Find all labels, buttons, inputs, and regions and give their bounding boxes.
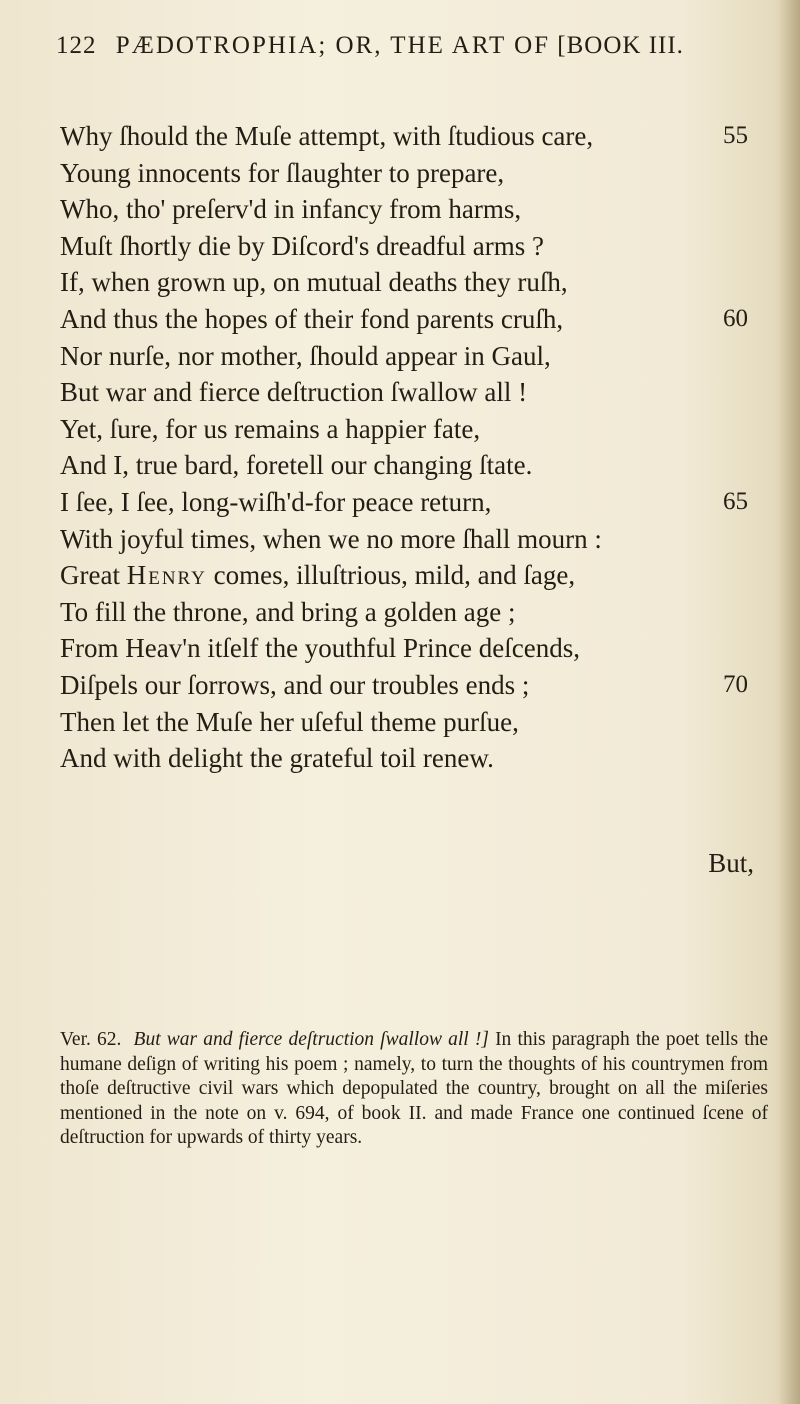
running-title: PÆDOTROPHIA; OR, THE ART OF <box>115 32 551 59</box>
verse-line: Diſpels our ſorrows, and our troubles ends ; 70 <box>60 667 760 704</box>
verse-line: Muſt ſhortly die by Diſcord's dreadful arms ? <box>60 230 545 261</box>
name-henry: Henry <box>126 560 207 591</box>
line-number: 60 <box>723 304 748 332</box>
verse-line: I ſee, I ſee, long-wiſh'd-for peace return, 65 <box>60 484 760 521</box>
catchword: But, <box>708 848 754 878</box>
verse-line: Nor nurſe, nor mother, ſhould appear in Gaul, <box>60 340 551 371</box>
line-number: 65 <box>723 487 748 515</box>
footnote <box>60 1028 768 1151</box>
page-edge-shadow <box>778 0 800 1404</box>
book-reference: [BOOK III. <box>557 32 684 59</box>
verse-line: Yet, ſure, for us remains a happier fate, <box>60 413 481 444</box>
verse-line: From Heav'n itſelf the youthful Prince deſcends, <box>60 633 580 664</box>
verse-line: Then let the Muſe her uſeful theme purſue, <box>60 706 519 737</box>
running-head <box>56 32 756 60</box>
verse-line: Young innocents for ſlaughter to prepare, <box>60 157 505 188</box>
verse-line: And with delight the grateful toil renew. <box>60 743 494 774</box>
verse-block <box>60 118 760 777</box>
line-number: 70 <box>723 670 748 698</box>
verse-line: Why ſhould the Muſe attempt, with ſtudious care, 55 <box>60 118 760 155</box>
verse-line: If, when grown up, on mutual deaths they ruſh, <box>60 267 568 298</box>
line-number: 55 <box>723 122 748 149</box>
verse-line: To fill the throne, and bring a golden age ; <box>60 596 516 627</box>
verse-line: With joyful times, when we no more ſhall mourn : <box>60 523 602 554</box>
footnote-quote: But war and fierce deſtruction ſwallow all !] <box>133 1029 489 1050</box>
verse-line: And I, true bard, foretell our changing ſtate. <box>60 450 533 481</box>
verse-line: But war and fierce deſtruction ſwallow all ! <box>60 377 528 408</box>
page-number: 122 <box>56 32 97 59</box>
footnote-reference: Ver. 62. <box>60 1029 122 1050</box>
verse-line: Who, tho' preſerv'd in infancy from harms, <box>60 194 522 225</box>
verse-line: Great Henry comes, illuſtrious, mild, and ſage, <box>60 560 576 591</box>
footnote-body: In this paragraph the poet tells the humane deſign of writing his poem ; namely, to turn the thoughts of his countrymen from thoſe deſtructive civil wars which depopulated the country, brought on all the miſeries mentioned in the note on v. 694, of book II. and made France one continued ſcene of deſtruction for upwards of thirty years. <box>60 1029 769 1149</box>
verse-line: And thus the hopes of their fond parents cruſh, 60 <box>60 301 760 338</box>
